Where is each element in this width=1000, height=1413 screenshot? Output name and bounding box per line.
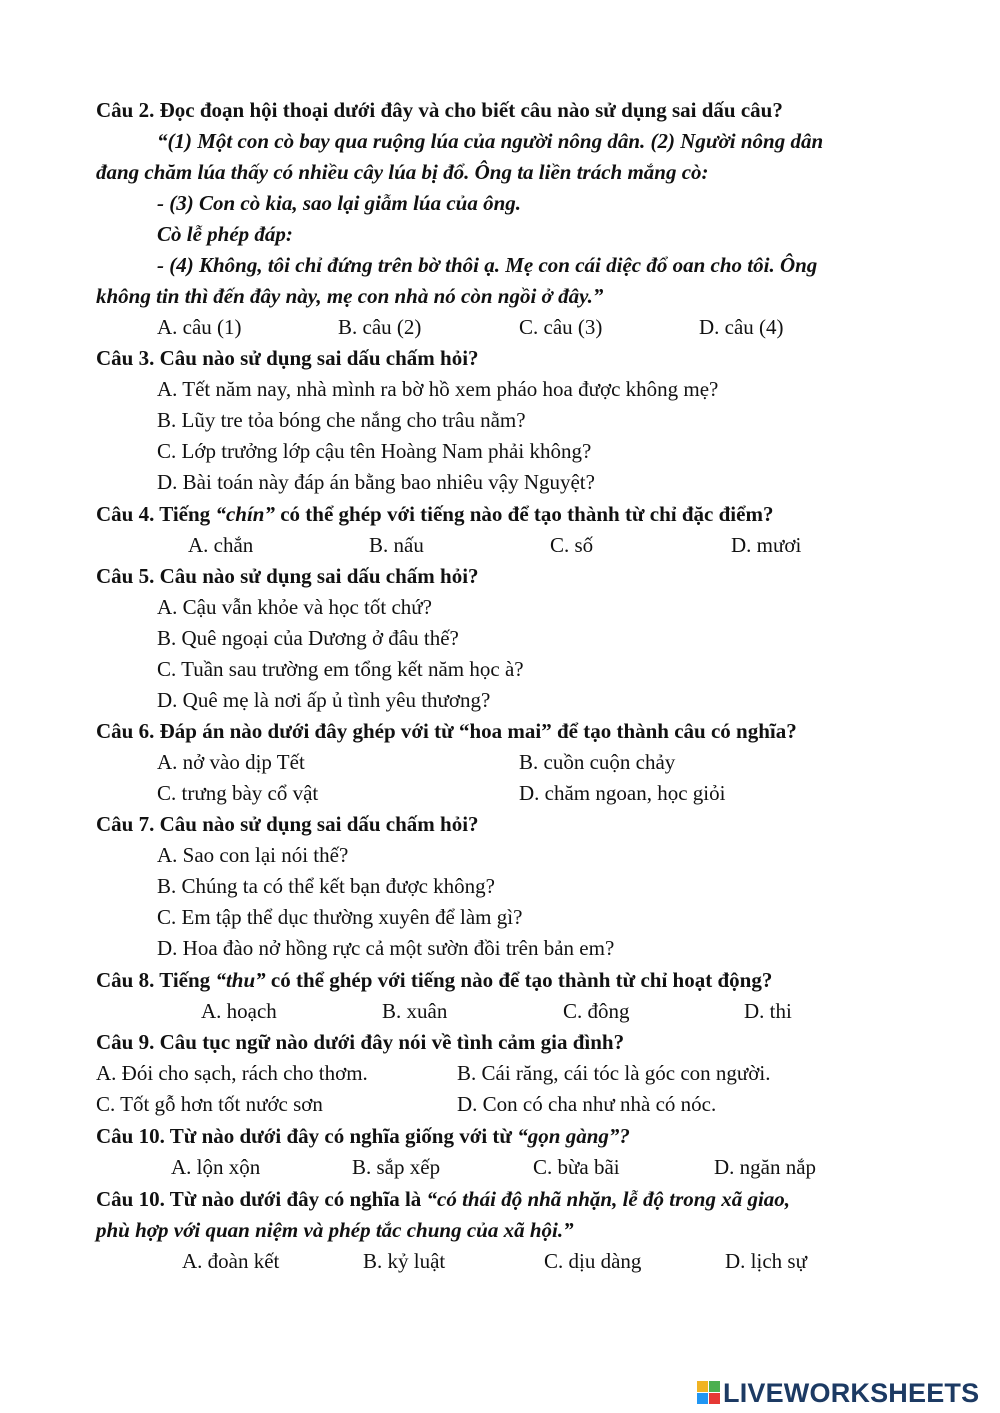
question-10a-title-prefix: Câu 10. Từ nào dưới đây có nghĩa giống với từ [96,1124,518,1148]
question-10a-option-d[interactable]: D. ngăn nắp [714,1155,817,1179]
question-2-passage-line: - (4) Không, tôi chỉ đứng trên bờ thôi ạ. Mẹ con cái diệc đổ oan cho tôi. Ông [157,253,818,277]
question-4-option-a[interactable]: A. chắn [188,533,254,557]
question-9-option-d[interactable]: D. Con có cha như nhà có nóc. [457,1092,717,1116]
question-10a-keyword: “gọn gàng”? [517,1124,630,1148]
question-7-option-d[interactable]: D. Hoa đào nở hồng rực cả một sườn đồi trên bản em? [157,936,615,960]
question-7-option-c[interactable]: C. Em tập thể dục thường xuyên để làm gì? [157,905,523,929]
question-3-option-c[interactable]: C. Lớp trưởng lớp cậu tên Hoàng Nam phải không? [157,439,592,463]
question-2-passage-line: Cò lễ phép đáp: [157,222,293,246]
question-2-passage-line: không tin thì đến đây này, mẹ con nhà nó còn ngồi ở đây.” [96,284,604,308]
question-6-title: Câu 6. Đáp án nào dưới đây ghép với từ “hoa mai” để tạo thành câu có nghĩa? [96,719,797,743]
question-8-title-prefix: Câu 8. Tiếng [96,968,216,992]
question-8-title-suffix: có thể ghép với tiếng nào để tạo thành từ chỉ hoạt động? [265,968,773,992]
question-8-option-d[interactable]: D. thi [744,999,792,1023]
question-10b-option-a[interactable]: A. đoàn kết [182,1249,280,1273]
question-6-option-b[interactable]: B. cuồn cuộn chảy [519,750,676,774]
question-7-option-b[interactable]: B. Chúng ta có thể kết bạn được không? [157,874,495,898]
question-3-option-b[interactable]: B. Lũy tre tỏa bóng che nắng cho trâu nằm? [157,408,526,432]
question-10a-option-a[interactable]: A. lộn xộn [171,1155,261,1179]
liveworksheets-logo [697,1378,993,1408]
question-4-option-b[interactable]: B. nấu [369,533,424,557]
question-4-title [96,502,773,526]
liveworksheets-logo-text: LIVEWORKSHEETS [723,1377,980,1408]
question-2-option-b[interactable]: B. câu (2) [338,315,422,339]
question-6-option-a[interactable]: A. nở vào dịp Tết [157,750,305,774]
question-10b-option-c[interactable]: C. dịu dàng [544,1249,642,1273]
question-2-passage-line: “(1) Một con cò bay qua ruộng lúa của người nông dân. (2) Người nông dân [157,129,824,153]
question-4-option-c[interactable]: C. số [550,533,594,557]
question-6-option-d[interactable]: D. chăm ngoan, học giỏi [519,781,726,805]
question-10b-title-prefix: Câu 10. Từ nào dưới đây có nghĩa là [96,1187,427,1211]
question-8-option-a[interactable]: A. hoạch [201,999,277,1023]
question-10b-title [96,1187,790,1211]
question-2-option-c[interactable]: C. câu (3) [519,315,603,339]
question-10b-definition-line2: phù hợp với quan niệm và phép tắc chung của xã hội.” [96,1218,574,1242]
question-4-keyword: “chín” [215,502,275,526]
question-2-option-d[interactable]: D. câu (4) [699,315,784,339]
question-8-keyword: “thu” [215,968,266,992]
question-10b-option-d[interactable]: D. lịch sự [725,1249,807,1273]
question-3-title: Câu 3. Câu nào sử dụng sai dấu chấm hỏi? [96,346,479,370]
question-7-option-a[interactable]: A. Sao con lại nói thế? [157,843,349,867]
question-8-option-b[interactable]: B. xuân [382,999,448,1023]
question-3-option-d[interactable]: D. Bài toán này đáp án bằng bao nhiêu vậy Nguyệt? [157,470,595,494]
question-9-option-a[interactable]: A. Đói cho sạch, rách cho thơm. [96,1061,368,1085]
question-6-option-c[interactable]: C. trưng bày cổ vật [157,781,319,805]
question-5-title: Câu 5. Câu nào sử dụng sai dấu chấm hỏi? [96,564,479,588]
question-4-title-prefix: Câu 4. Tiếng [96,502,216,526]
question-4-option-d[interactable]: D. mươi [731,533,802,557]
question-2-passage-line: đang chăm lúa thấy có nhiều cây lúa bị đổ. Ông ta liền trách mắng cò: [96,160,709,184]
question-2-title: Câu 2. Đọc đoạn hội thoại dưới đây và cho biết câu nào sử dụng sai dấu câu? [96,98,783,122]
question-8-title [96,968,772,992]
question-7-title: Câu 7. Câu nào sử dụng sai dấu chấm hỏi? [96,812,479,836]
question-10b-option-b[interactable]: B. kỷ luật [363,1249,446,1273]
question-2-option-a[interactable]: A. câu (1) [157,315,242,339]
question-2-passage-line: - (3) Con cò kia, sao lại giẫm lúa của ông. [157,191,522,215]
question-4-title-suffix: có thể ghép với tiếng nào để tạo thành từ chỉ đặc điểm? [274,502,774,526]
question-10a-option-c[interactable]: C. bừa bãi [533,1155,620,1179]
question-5-option-b[interactable]: B. Quê ngoại của Dương ở đâu thế? [157,626,459,650]
question-10a-option-b[interactable]: B. sắp xếp [352,1155,441,1179]
question-10a-title [96,1124,630,1148]
liveworksheets-logo-icon [697,1381,721,1405]
question-9-title: Câu 9. Câu tục ngữ nào dưới đây nói về tình cảm gia đình? [96,1030,625,1054]
question-10b-definition: “có thái độ nhã nhặn, lễ độ trong xã giao, [426,1187,791,1211]
question-5-option-d[interactable]: D. Quê mẹ là nơi ấp ủ tình yêu thương? [157,688,491,712]
question-5-option-c[interactable]: C. Tuần sau trường em tổng kết năm học à? [157,657,524,681]
question-9-option-c[interactable]: C. Tốt gỗ hơn tốt nước sơn [96,1092,323,1116]
question-5-option-a[interactable]: A. Cậu vẫn khỏe và học tốt chứ? [157,595,432,619]
question-9-option-b[interactable]: B. Cái răng, cái tóc là góc con người. [457,1061,771,1085]
question-3-option-a[interactable]: A. Tết năm nay, nhà mình ra bờ hồ xem pháo hoa được không mẹ? [157,377,719,401]
question-8-option-c[interactable]: C. đông [563,999,630,1023]
